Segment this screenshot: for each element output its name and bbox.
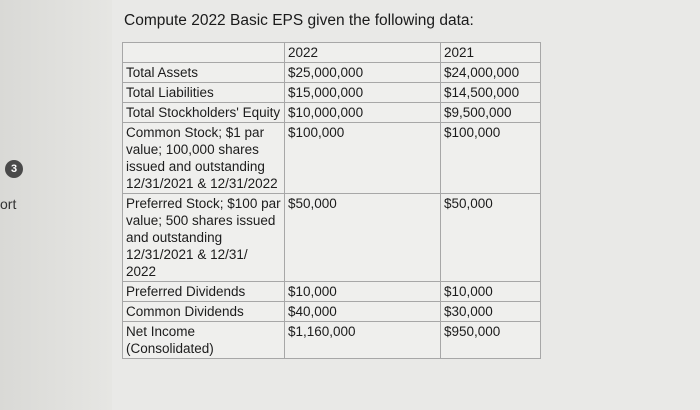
value-2022: $1,160,000 xyxy=(285,322,441,359)
row-label: Preferred Dividends xyxy=(123,282,285,302)
left-margin xyxy=(0,0,112,410)
value-2021: $50,000 xyxy=(441,194,541,282)
value-2021: $14,500,000 xyxy=(441,83,541,103)
value-2022: $25,000,000 xyxy=(285,63,441,83)
row-label: Preferred Stock; $100 par value; 500 shares issued and outstanding 12/31/2021 & 12/31/ 2022 xyxy=(123,194,285,282)
eps-data-table xyxy=(122,42,541,359)
value-2022: $15,000,000 xyxy=(285,83,441,103)
table-row xyxy=(123,194,541,282)
value-2022: $10,000,000 xyxy=(285,103,441,123)
value-2021: $950,000 xyxy=(441,322,541,359)
table-row xyxy=(123,282,541,302)
value-2021: $24,000,000 xyxy=(441,63,541,83)
value-2022: $50,000 xyxy=(285,194,441,282)
value-2022: $100,000 xyxy=(285,123,441,194)
table-row xyxy=(123,83,541,103)
row-label: Net Income (Consolidated) xyxy=(123,322,285,359)
value-2021: $30,000 xyxy=(441,302,541,322)
table-row xyxy=(123,63,541,83)
header-2021: 2021 xyxy=(441,43,541,63)
table-row xyxy=(123,123,541,194)
value-2022: $40,000 xyxy=(285,302,441,322)
table-row xyxy=(123,302,541,322)
row-label: Total Stockholders' Equity xyxy=(123,103,285,123)
value-2021: $9,500,000 xyxy=(441,103,541,123)
row-label: Common Stock; $1 par value; 100,000 shares issued and outstanding 12/31/2021 & 12/31/2022 xyxy=(123,123,285,194)
row-label: Total Liabilities xyxy=(123,83,285,103)
table-row xyxy=(123,322,541,359)
row-label: Total Assets xyxy=(123,63,285,83)
header-label xyxy=(123,43,285,63)
question-number-badge: 3 xyxy=(5,160,23,178)
value-2021: $10,000 xyxy=(441,282,541,302)
value-2022: $10,000 xyxy=(285,282,441,302)
header-2022: 2022 xyxy=(285,43,441,63)
table-row xyxy=(123,103,541,123)
row-label: Common Dividends xyxy=(123,302,285,322)
value-2021: $100,000 xyxy=(441,123,541,194)
question-title: Compute 2022 Basic EPS given the following data: xyxy=(124,12,474,29)
side-label: ort xyxy=(0,196,17,212)
table-header-row xyxy=(123,43,541,63)
